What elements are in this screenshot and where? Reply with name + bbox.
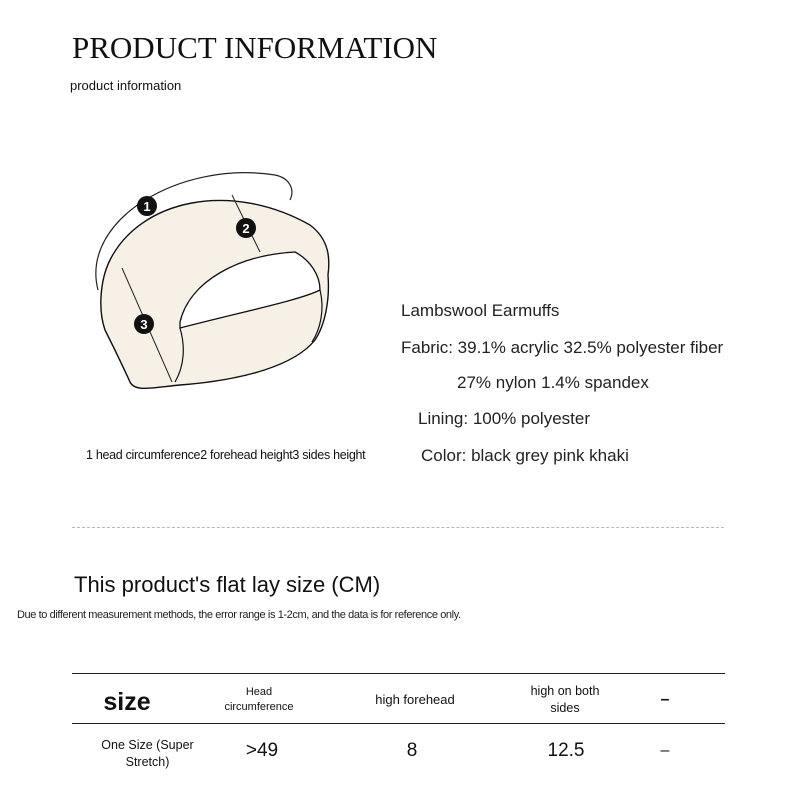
cell-extra: – — [660, 741, 670, 759]
lining-line: Lining: 100% polyester — [418, 409, 591, 428]
cell-high-forehead: 8 — [406, 739, 418, 761]
table-top-border — [72, 673, 725, 674]
fabric-line-2: 27% nylon 1.4% spandex — [457, 373, 649, 392]
header-high-both-sides: high on both sides — [530, 683, 600, 715]
header-high-forehead: high forehead — [375, 691, 455, 707]
diagram-caption: 1 head circumference2 forehead height3 sides height — [86, 448, 366, 462]
page-title: PRODUCT INFORMATION — [72, 30, 438, 65]
header-head-circumference: Head circumference — [224, 685, 294, 713]
color-line: Color: black grey pink khaki — [421, 446, 629, 465]
measurement-note: Due to different measurement methods, the error range is 1-2cm, and the data is for reference only. — [17, 609, 461, 621]
header-extra: – — [660, 690, 670, 708]
svg-text:2: 2 — [242, 221, 250, 236]
size-section-title: This product's flat lay size (CM) — [74, 572, 381, 597]
fabric-line-1: Fabric: 39.1% acrylic 32.5% polyester fiber — [401, 338, 724, 357]
cell-size: One Size (Super Stretch) — [101, 737, 194, 769]
section-divider — [72, 527, 724, 528]
page-subtitle: product information — [70, 78, 182, 93]
header-size: size — [103, 687, 151, 716]
product-name: Lambswool Earmuffs — [401, 301, 560, 320]
cell-head-circumference: >49 — [245, 739, 279, 761]
svg-text:1: 1 — [143, 199, 151, 214]
cell-high-both-sides: 12.5 — [547, 739, 585, 761]
svg-text:3: 3 — [140, 317, 148, 332]
